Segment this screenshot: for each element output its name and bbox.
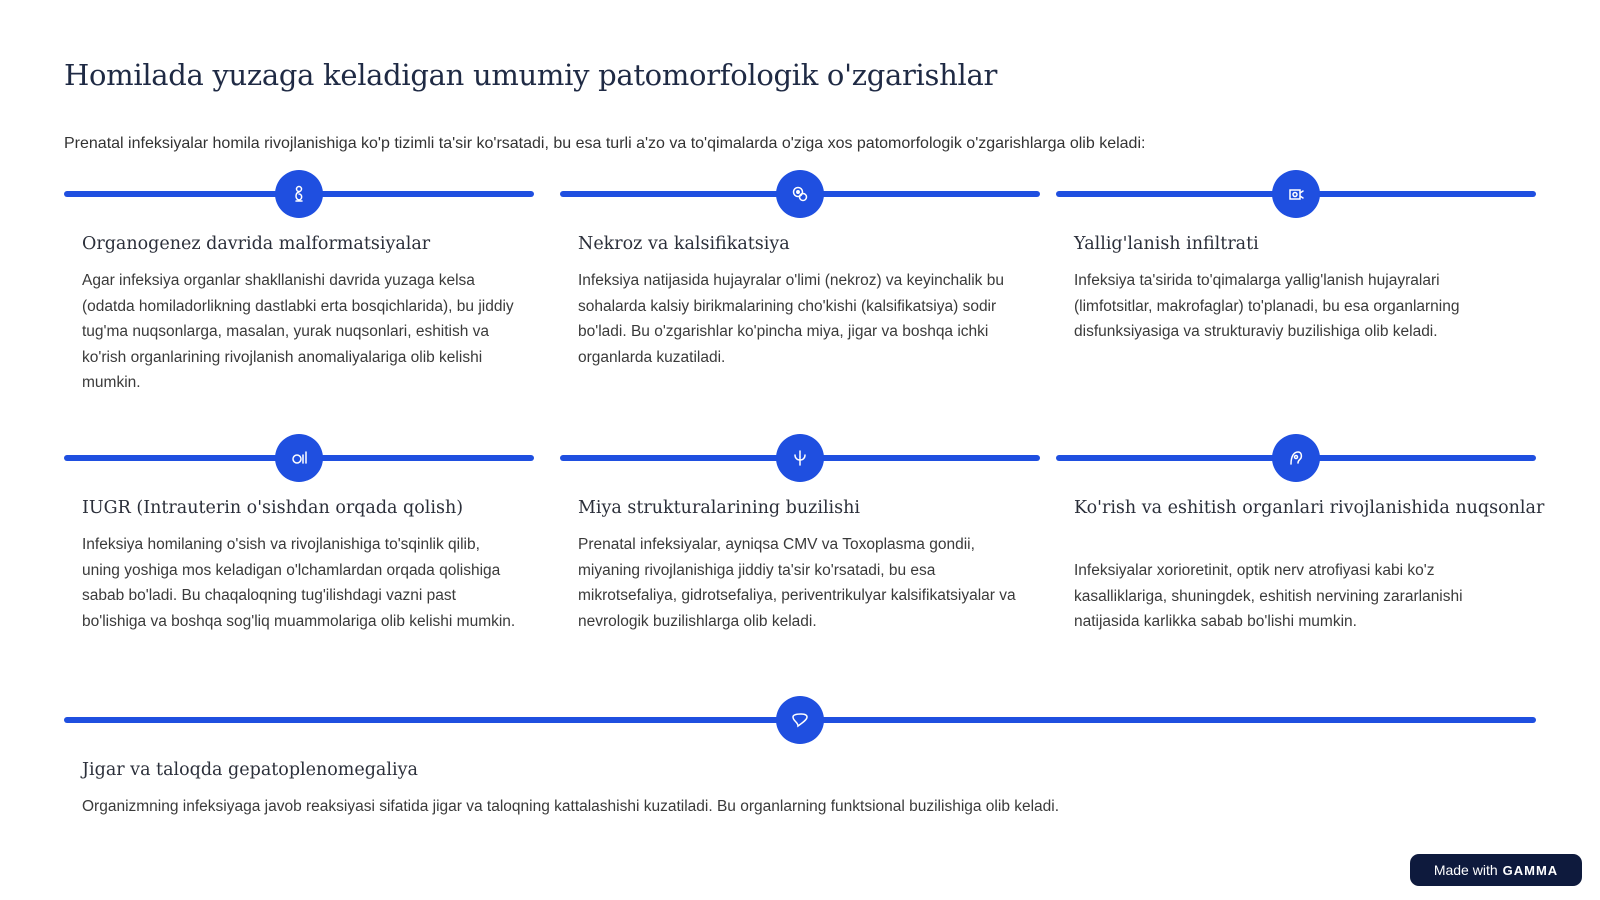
card-title: Yallig'lanish infiltrati xyxy=(1074,234,1259,254)
card-title: Miya strukturalarining buzilishi xyxy=(578,498,860,518)
card-text: Prenatal infeksiyalar, ayniqsa CMV va Toxoplasma gondii, miyaning rivojlanishiga jiddiy ta'sir ko'rsatadi, bu esa mikrotsefaliya, gidrotsefaliya, periventrikulyar kalsifikatsiyalar va nevrologik buzilishlarga olib keladi. xyxy=(578,536,1016,630)
growth-chart-icon xyxy=(275,434,323,482)
brain-icon xyxy=(776,434,824,482)
cells-icon xyxy=(776,170,824,218)
card-iugr xyxy=(64,434,534,674)
timeline-track xyxy=(560,434,1040,482)
card-text: Organizmning infeksiyaga javob reaksiyasi sifatida jigar va taloqning kattalashishi kuzatiladi. Bu organlarning funktsional buzilishiga olib keladi. xyxy=(82,798,1060,815)
timeline-track xyxy=(64,170,534,218)
intro-text: Prenatal infeksiyalar homila rivojlanishiga ko'p tizimli ta'sir ko'rsatadi, bu esa turli a'zo va to'qimalarda o'ziga xos patomorfologik o'zgarishlarga olib keladi: xyxy=(64,135,1146,152)
timeline-track xyxy=(64,696,1536,744)
badge-prefix: Made with xyxy=(1433,862,1498,878)
gamma-logo: GAMMA xyxy=(1502,862,1559,878)
card-text: Infeksiya ta'sirida to'qimalarga yallig'lanish hujayralari (limfotsitlar, makrofaglar) to'planadi, bu esa organlarning disfunksiyasiga va strukturaviy buzilishiga olib keladi. xyxy=(1074,272,1460,340)
card-eye-ear xyxy=(1056,434,1556,674)
timeline-track xyxy=(560,170,1040,218)
card-inflammation xyxy=(1056,170,1536,410)
card-malformations xyxy=(64,170,534,410)
card-brain xyxy=(560,434,1040,674)
card-title: Ko'rish va eshitish organlari rivojlanishida nuqsonlar xyxy=(1074,498,1545,518)
card-text: Agar infeksiya organlar shakllanishi davrida yuzaga kelsa (odatda homiladorlikning dastlabki erta bosqichlarida), bu jiddiy tug'ma nuqsonlarga, masalan, yurak nuqsonlari, eshitish va ko'rish organlarining rivojlanish anomaliyalariga olib kelishi mumkin. xyxy=(82,272,514,391)
liver-icon xyxy=(776,696,824,744)
card-title: IUGR (Intrauterin o'sishdan orqada qolish) xyxy=(82,498,464,518)
card-text: Infeksiyalar xorioretinit, optik nerv atrofiyasi kabi ko'z kasalliklariga, shuningdek, eshitish nervining zararlanishi natijasida karlikka sabab bo'lishi mumkin. xyxy=(1074,562,1463,630)
card-necrosis xyxy=(560,170,1040,410)
inflammation-icon xyxy=(1272,170,1320,218)
card-title: Nekroz va kalsifikatsiya xyxy=(578,234,790,254)
card-text: Infeksiya natijasida hujayralar o'limi (nekroz) va keyinchalik bu sohalarda kalsiy birikmalarining cho'kishi (kalsifikatsiya) sodir bo'ladi. Bu o'zgarishlar ko'pincha miya, jigar va boshqa ichki organlarda kuzatiladi. xyxy=(578,272,1004,366)
card-title: Jigar va taloqda gepatoplenomegaliya xyxy=(82,760,418,780)
card-text: Infeksiya homilaning o'sish va rivojlanishiga to'sqinlik qilib, uning yoshiga mos keladigan o'lchamlardan orqada qolishiga sabab bo'ladi. Bu chaqaloqning tug'ilishdagi vazni past bo'lishiga va boshqa sog'liq muammolariga olib kelishi mumkin. xyxy=(82,536,516,630)
timeline-track xyxy=(64,434,534,482)
fetus-icon xyxy=(275,170,323,218)
made-with-gamma-badge[interactable] xyxy=(1410,854,1582,886)
card-title: Organogenez davrida malformatsiyalar xyxy=(82,234,431,254)
eye-ear-icon xyxy=(1272,434,1320,482)
page-title: Homilada yuzaga keladigan umumiy patomorfologik o'zgarishlar xyxy=(64,58,998,92)
timeline-track xyxy=(1056,170,1536,218)
card-liver xyxy=(64,696,1536,836)
timeline-track xyxy=(1056,434,1536,482)
